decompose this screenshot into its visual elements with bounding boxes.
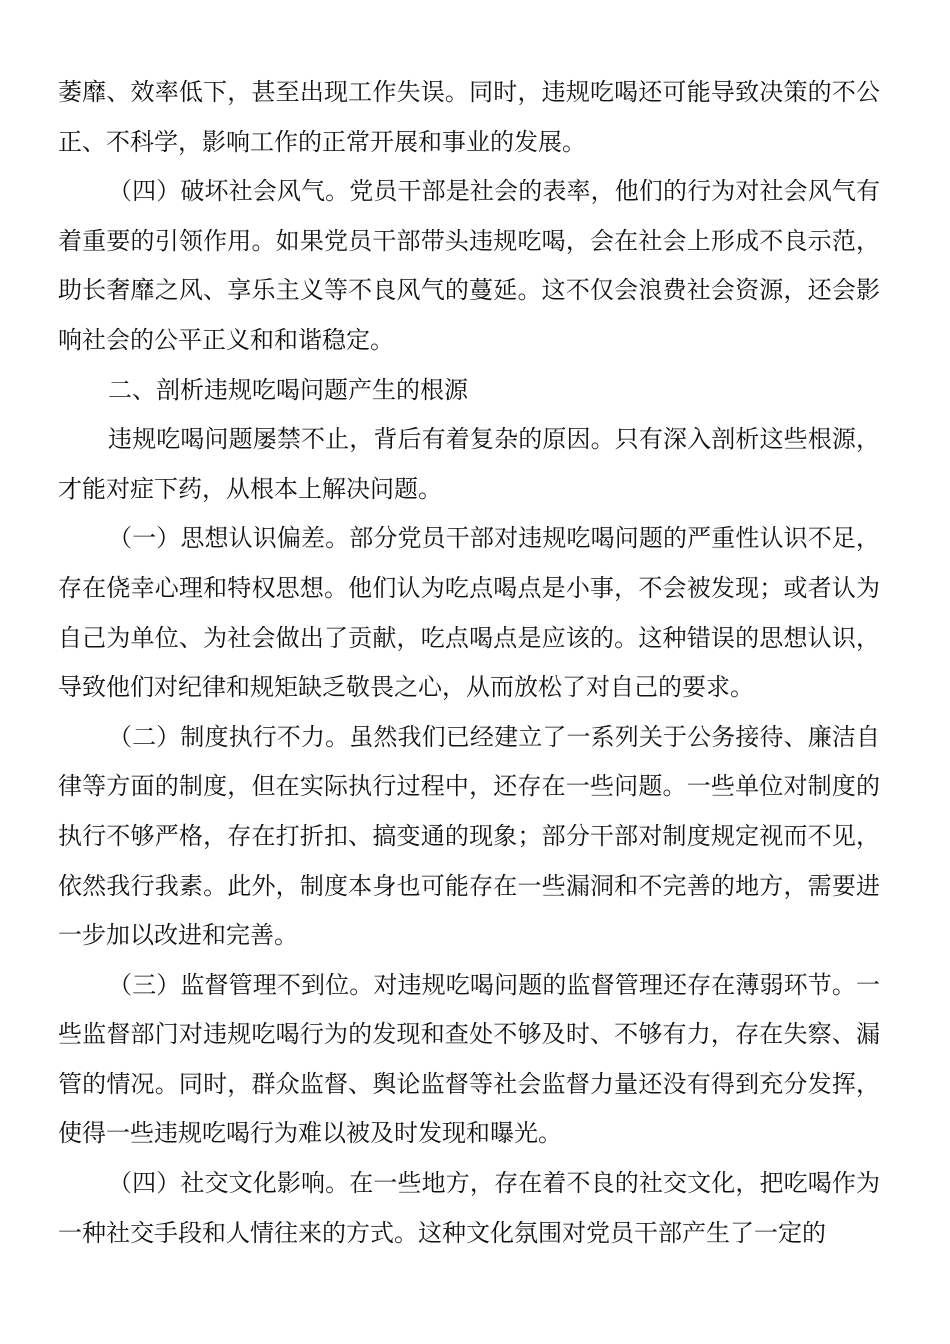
document-body [58,68,880,1258]
paragraph-destroy-social-ethos: （四）破坏社会风气。党员干部是社会的表率，他们的行为对社会风气有着重要的引领作用。如果党员干部带头违规吃喝，会在社会上形成不良示范，助长奢靡之风、享乐主义等不良风气的蔓延。这不仅会浪费社会资源，还会影响社会的公平正义和和谐稳定。 [58,177,880,354]
paragraph-social-culture: （四）社交文化影响。在一些地方，存在着不良的社交文化，把吃喝作为一种社交手段和人情往来的方式。这种文化氛围对党员干部产生了一定的 [58,1169,880,1247]
paragraph-continued: 萎靡、效率低下，甚至出现工作失误。同时，违规吃喝还可能导致决策的不公正、不科学，影响工作的正常开展和事业的发展。 [58,78,880,156]
section-heading-root-causes: 二、剖析违规吃喝问题产生的根源 [108,375,468,404]
paragraph-causes-intro: 违规吃喝问题屡禁不止，背后有着复杂的原因。只有深入剖析这些根源，才能对症下药，从根本上解决问题。 [58,425,880,503]
paragraph-ideological-deviation: （一）思想认识偏差。部分党员干部对违规吃喝问题的严重性认识不足，存在侥幸心理和特权思想。他们认为吃点喝点是小事，不会被发现；或者认为自己为单位、为社会做出了贡献，吃点喝点是应该的。这种错误的思想认识，导致他们对纪律和规矩缺乏敬畏之心，从而放松了对自己的要求。 [58,524,880,702]
paragraph-weak-enforcement: （二）制度执行不力。虽然我们已经建立了一系列关于公务接待、廉洁自律等方面的制度，但在实际执行过程中，还存在一些问题。一些单位对制度的执行不够严格，存在打折扣、搞变通的现象；部分干部对制度规定视而不见，依然我行我素。此外，制度本身也可能存在一些漏洞和不完善的地方，需要进一步加以改进和完善。 [58,722,880,950]
paragraph-inadequate-supervision: （三）监督管理不到位。对违规吃喝问题的监督管理还存在薄弱环节。一些监督部门对违规吃喝行为的发现和查处不够及时、不够有力，存在失察、漏管的情况。同时，群众监督、舆论监督等社会监督力量还没有得到充分发挥，使得一些违规吃喝行为难以被及时发现和曝光。 [58,970,880,1148]
